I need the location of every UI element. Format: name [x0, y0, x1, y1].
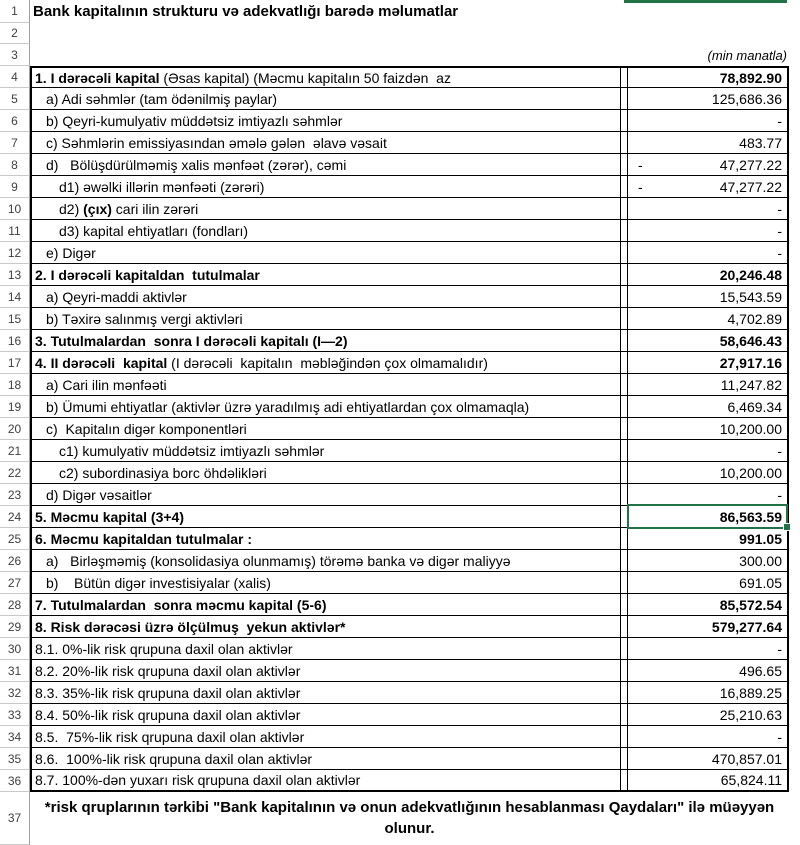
label-cell[interactable] [30, 572, 621, 594]
value-text: 4,702.89 [727, 310, 782, 327]
row-32 [0, 682, 800, 704]
label-cell[interactable] [30, 198, 621, 220]
row-number[interactable]: 13 [0, 264, 30, 286]
row-number[interactable]: 24 [0, 506, 30, 528]
row-16 [0, 330, 800, 352]
row-number[interactable]: 3 [0, 44, 30, 66]
row-number[interactable]: 17 [0, 352, 30, 374]
row-33 [0, 704, 800, 726]
value-cell[interactable] [627, 308, 789, 330]
row-10 [0, 198, 800, 220]
row-8 [0, 154, 800, 176]
label-cell[interactable] [30, 748, 621, 770]
label-text: 8.1. 0%-lik risk qrupuna daxil olan aktivlər [35, 640, 293, 657]
label-text: d) Digər vəsaitlər [46, 486, 152, 503]
label-cell[interactable] [30, 132, 621, 154]
row-number[interactable]: 7 [0, 132, 30, 154]
value-text: 125,686.36 [711, 90, 782, 107]
value-cell[interactable] [627, 418, 789, 440]
row-21 [0, 440, 800, 462]
label-cell[interactable] [30, 528, 621, 550]
row-number[interactable]: 4 [0, 66, 30, 88]
row-number[interactable]: 5 [0, 88, 30, 110]
label-cell[interactable] [30, 616, 621, 638]
row-number[interactable]: 28 [0, 594, 30, 616]
row-36 [0, 770, 800, 792]
row-37 [0, 792, 800, 845]
value-cell[interactable] [627, 220, 789, 242]
row-22 [0, 462, 800, 484]
row-number[interactable]: 9 [0, 176, 30, 198]
value-text: 78,892.90 [719, 69, 782, 86]
value-text: 579,277.64 [711, 618, 782, 635]
value-cell[interactable] [627, 682, 789, 704]
row-number[interactable]: 14 [0, 286, 30, 308]
value-text: 11,247.82 [720, 376, 782, 393]
row-2 [0, 23, 800, 44]
value-text: 691.05 [739, 574, 782, 591]
label-text: 8. Risk dərəcəsi üzrə ölçülmuş yekun aktivlər* [35, 618, 346, 635]
note-text: (min manatla) [707, 47, 787, 63]
row-number[interactable]: 31 [0, 660, 30, 682]
label-text: 8.3. 35%-lik risk qrupuna daxil olan aktivlər [35, 684, 301, 701]
row-number[interactable]: 34 [0, 726, 30, 748]
label-cell[interactable] [30, 594, 621, 616]
label-cell[interactable] [30, 220, 621, 242]
label-text: (Əsas kapital) (Məcmu kapitalın 50 faizdən az [159, 69, 451, 86]
label-cell[interactable] [30, 66, 621, 88]
row-27 [0, 572, 800, 594]
label-text: 2. I dərəcəli kapitaldan tutulmalar [35, 266, 260, 283]
value-text: - [777, 640, 782, 657]
row-14 [0, 286, 800, 308]
row-number[interactable]: 35 [0, 748, 30, 770]
label-text: b) Ümumi ehtiyatlar (aktivlər üzrə yaradılmış adi ehtiyatlardan çox olmamaqla) [46, 398, 530, 415]
label-cell[interactable] [30, 154, 621, 176]
label-text: d1) əwəlki illərin mənfəəti (zərəri) [59, 178, 265, 195]
label-text: 4. II dərəcəli kapital [35, 354, 168, 371]
label-text: d2) [59, 200, 84, 217]
row-30 [0, 638, 800, 660]
row-number[interactable]: 8 [0, 154, 30, 176]
negative-sign: - [638, 178, 643, 195]
value-text: 15,543.59 [719, 288, 782, 305]
value-cell[interactable] [627, 176, 789, 198]
value-text: - [777, 112, 782, 129]
label-cell[interactable] [30, 440, 621, 462]
row-number[interactable]: 10 [0, 198, 30, 220]
row-11 [0, 220, 800, 242]
row-15 [0, 308, 800, 330]
value-text: - [777, 486, 782, 503]
value-cell[interactable] [627, 572, 789, 594]
label-cell[interactable] [30, 352, 621, 374]
label-text: (çıx) [83, 200, 112, 217]
label-text: c) Kapitalın digər komponentləri [46, 420, 247, 437]
row-number[interactable]: 20 [0, 418, 30, 440]
label-cell[interactable] [30, 704, 621, 726]
label-cell[interactable] [30, 88, 621, 110]
value-cell[interactable] [627, 726, 789, 748]
value-cell[interactable] [627, 462, 789, 484]
value-cell[interactable] [627, 198, 789, 220]
value-text: 496.65 [739, 662, 782, 679]
row-17 [0, 352, 800, 374]
value-text: 16,889.25 [719, 684, 782, 701]
row-24 [0, 506, 800, 528]
row-number[interactable]: 11 [0, 220, 30, 242]
row-number[interactable]: 19 [0, 396, 30, 418]
label-text: 6. Məcmu kapitaldan tutulmalar : [35, 530, 253, 547]
row-number[interactable]: 2 [0, 23, 30, 44]
row-18 [0, 374, 800, 396]
label-cell[interactable] [30, 330, 621, 352]
label-text: (I dərəcəli kapitalın məbləğindən çox olmamalıdır) [167, 354, 488, 371]
row-26 [0, 550, 800, 572]
row-number[interactable]: 23 [0, 484, 30, 506]
row-number[interactable]: 26 [0, 550, 30, 572]
value-text: 10,200.00 [719, 420, 782, 437]
value-text: - [777, 222, 782, 239]
row-number[interactable]: 29 [0, 616, 30, 638]
value-text: 86,563.59 [719, 508, 782, 525]
label-text: 8.5. 75%-lik risk qrupuna daxil olan aktivlər [35, 728, 305, 745]
sheet-title-cell[interactable] [30, 0, 789, 23]
value-text: 65,824.11 [720, 772, 782, 788]
label-cell[interactable] [30, 374, 621, 396]
label-text: b) Təxirə salınmış vergi aktivləri [46, 310, 243, 327]
label-text: a) Adi səhmlər (tam ödənilmiş paylar) [46, 90, 278, 107]
title-text: Bank kapitalının strukturu və adekvatlığı barədə məlumatlar [33, 3, 459, 20]
label-cell[interactable] [30, 176, 621, 198]
label-text: c1) kumulyativ müddətsiz imtiyazlı səhmlər [59, 442, 325, 459]
value-cell[interactable] [627, 638, 789, 660]
label-cell[interactable] [30, 264, 621, 286]
value-cell[interactable] [627, 154, 789, 176]
row-35 [0, 748, 800, 770]
label-text: cari ilin zərəri [111, 200, 199, 217]
value-cell[interactable] [627, 594, 789, 616]
row-13 [0, 264, 800, 286]
value-cell[interactable] [627, 704, 789, 726]
row-9 [0, 176, 800, 198]
label-text: d3) kapital ehtiyatları (fondları) [59, 222, 249, 239]
empty-cell[interactable] [30, 23, 789, 44]
value-text: - [777, 244, 782, 261]
label-text: a) Qeyri-maddi aktivlər [46, 288, 187, 305]
label-text: 5. Məcmu kapital (3+4) [35, 508, 185, 525]
row-6 [0, 110, 800, 132]
label-cell[interactable] [30, 638, 621, 660]
row-number[interactable]: 30 [0, 638, 30, 660]
value-text: 10,200.00 [719, 464, 782, 481]
value-text: 85,572.54 [719, 596, 782, 613]
value-cell[interactable] [627, 66, 789, 88]
row-19 [0, 396, 800, 418]
value-text: 25,210.63 [719, 706, 782, 723]
label-text: b) Bütün digər investisiyalar (xalis) [46, 574, 271, 591]
value-cell[interactable] [627, 110, 789, 132]
label-text: 8.6. 100%-lik risk qrupuna daxil olan aktivlər [35, 750, 313, 767]
row-4 [0, 66, 800, 88]
row-number[interactable]: 15 [0, 308, 30, 330]
label-cell[interactable] [30, 418, 621, 440]
negative-sign: - [638, 156, 643, 173]
row-31 [0, 660, 800, 682]
row-28 [0, 594, 800, 616]
label-cell[interactable] [30, 550, 621, 572]
value-text: 300.00 [739, 552, 782, 569]
value-text: 58,646.43 [719, 332, 782, 349]
unit-note-cell[interactable] [30, 44, 789, 66]
label-cell[interactable] [30, 682, 621, 704]
row-25 [0, 528, 800, 550]
label-cell[interactable] [30, 110, 621, 132]
row-number[interactable]: 22 [0, 462, 30, 484]
label-text: c) Səhmlərin emissiyasından əmələ gələn əlavə vəsait [46, 134, 387, 151]
row-number[interactable]: 18 [0, 374, 30, 396]
value-cell[interactable] [627, 132, 789, 154]
label-cell[interactable] [30, 462, 621, 484]
row-7 [0, 132, 800, 154]
row-20 [0, 418, 800, 440]
value-cell[interactable] [627, 286, 789, 308]
label-cell[interactable] [30, 242, 621, 264]
label-text: 3. Tutulmalardan sonra I dərəcəli kapitalı (I—2) [35, 332, 348, 349]
row-number[interactable]: 27 [0, 572, 30, 594]
row-number[interactable]: 32 [0, 682, 30, 704]
row-number[interactable]: 12 [0, 242, 30, 264]
row-number[interactable]: 1 [0, 0, 30, 23]
label-text: d) Bölüşdürülməmiş xalis mənfəət (zərər), cəmi [46, 156, 347, 173]
footnote-cell[interactable] [30, 792, 789, 845]
value-cell[interactable] [627, 374, 789, 396]
value-cell[interactable] [627, 440, 789, 462]
value-text: 20,246.48 [719, 266, 782, 283]
value-cell[interactable] [627, 770, 789, 792]
row-number[interactable]: 36 [0, 770, 30, 792]
value-cell[interactable] [627, 616, 789, 638]
row-number[interactable]: 25 [0, 528, 30, 550]
row-number[interactable]: 37 [0, 792, 30, 845]
value-text: 6,469.34 [727, 398, 782, 415]
label-cell[interactable] [30, 286, 621, 308]
row-12 [0, 242, 800, 264]
row-number[interactable]: 16 [0, 330, 30, 352]
label-text: 1. I dərəcəli kapital [35, 69, 160, 86]
row-1 [0, 0, 800, 23]
label-cell[interactable] [30, 396, 621, 418]
value-cell[interactable] [627, 330, 789, 352]
label-text: 8.7. 100%-dən yuxarı risk qrupuna daxil olan aktivlər [35, 772, 361, 788]
label-text: a) Birləşməmiş (konsolidasiya olunmamış) törəmə banka və digər maliyyə [46, 552, 511, 569]
row-23 [0, 484, 800, 506]
selection-top-edge [624, 0, 787, 3]
value-text: 470,857.01 [711, 750, 782, 767]
value-text: 483.77 [739, 134, 782, 151]
row-5 [0, 88, 800, 110]
label-text: 7. Tutulmalardan sonra məcmu kapital (5-6) [35, 596, 327, 613]
value-text: 47,277.22 [719, 178, 782, 195]
label-cell[interactable] [30, 484, 621, 506]
value-text: - [777, 728, 782, 745]
row-number[interactable]: 33 [0, 704, 30, 726]
value-cell[interactable] [627, 484, 789, 506]
value-text: 991.05 [739, 530, 782, 547]
value-cell[interactable] [627, 528, 789, 550]
label-cell[interactable] [30, 660, 621, 682]
value-cell[interactable] [627, 660, 789, 682]
row-number[interactable]: 6 [0, 110, 30, 132]
footnote-text: *risk qruplarının tərkibi "Bank kapitalının və onun adekvatlığının hesablanması Qaydaları" ilə müəyyən olunur. [44, 799, 775, 837]
value-cell[interactable] [627, 264, 789, 286]
value-text: - [777, 200, 782, 217]
value-cell[interactable] [627, 506, 789, 528]
value-cell[interactable] [627, 352, 789, 374]
label-text: 8.4. 50%-lik risk qrupuna daxil olan aktivlər [35, 706, 301, 723]
value-text: 47,277.22 [719, 156, 782, 173]
label-cell[interactable] [30, 726, 621, 748]
row-29 [0, 616, 800, 638]
value-cell[interactable] [627, 242, 789, 264]
label-text: 8.2. 20%-lik risk qrupuna daxil olan aktivlər [35, 662, 301, 679]
row-number[interactable]: 21 [0, 440, 30, 462]
value-cell[interactable] [627, 748, 789, 770]
label-cell[interactable] [30, 308, 621, 330]
value-text: - [777, 442, 782, 459]
value-cell[interactable] [627, 396, 789, 418]
label-cell[interactable] [30, 770, 621, 792]
label-cell[interactable] [30, 506, 621, 528]
value-cell[interactable] [627, 550, 789, 572]
row-3 [0, 44, 800, 66]
label-text: c2) subordinasiya borc öhdəlikləri [59, 464, 267, 481]
label-text: a) Cari ilin mənfəəti [46, 376, 167, 393]
label-text: b) Qeyri-kumulyativ müddətsiz imtiyazlı səhmlər [46, 112, 343, 129]
value-cell[interactable] [627, 88, 789, 110]
value-text: 27,917.16 [719, 354, 782, 371]
row-34 [0, 726, 800, 748]
label-text: e) Digər [46, 244, 96, 261]
